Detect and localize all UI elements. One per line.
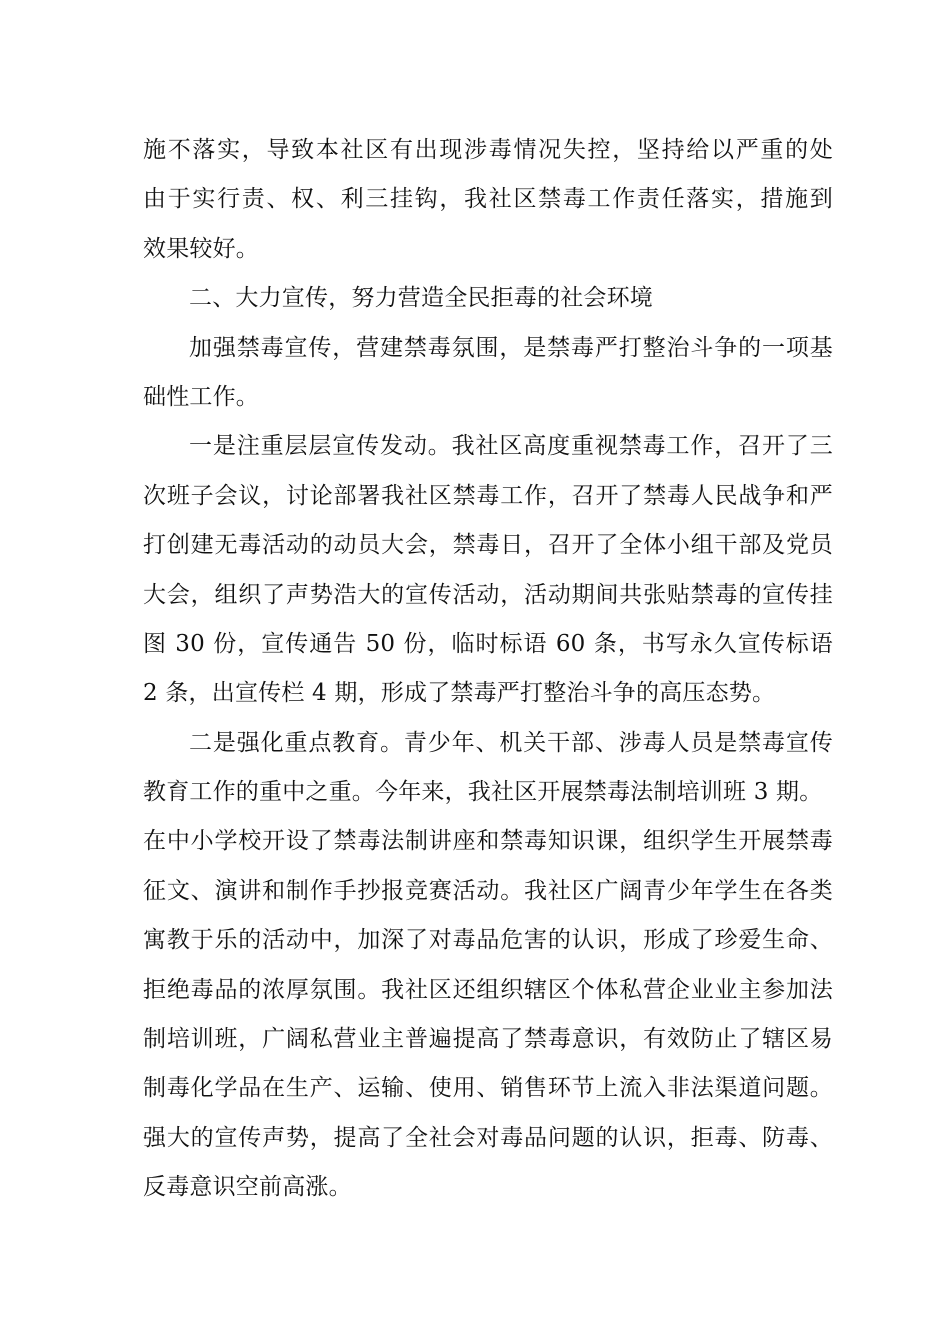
text-line: 一是注重层层宣传发动。我社区高度重视禁毒工作，召开了三 bbox=[189, 433, 833, 460]
text-line: 教育工作的重中之重。今年来，我社区开展禁毒法制培训班 3 期。 bbox=[143, 779, 823, 806]
text-line: 拒绝毒品的浓厚氛围。我社区还组织辖区个体私营企业业主参加法 bbox=[143, 976, 833, 1003]
text-line: 强大的宣传声势，提高了全社会对毒品问题的认识，拒毒、防毒、 bbox=[143, 1124, 833, 1151]
document-body bbox=[143, 126, 833, 1213]
text-line: 在中小学校开设了禁毒法制讲座和禁毒知识课，组织学生开展禁毒 bbox=[143, 828, 833, 855]
text-line: 图 30 份，宣传通告 50 份，临时标语 60 条，书写永久宣传标语 bbox=[143, 630, 833, 657]
text-line: 制毒化学品在生产、运输、使用、销售环节上流入非法渠道问题。 bbox=[143, 1075, 833, 1102]
text-line: 施不落实，导致本社区有出现涉毒情况失控，坚持给以严重的处 bbox=[143, 137, 833, 163]
section-heading: 二、大力宣传，努力营造全民拒毒的社会环境 bbox=[189, 285, 653, 312]
text-line: 础性工作。 bbox=[143, 383, 259, 410]
text-line: 寓教于乐的活动中，加深了对毒品危害的认识，形成了珍爱生命、 bbox=[143, 927, 833, 954]
text-line: 征文、演讲和制作手抄报竞赛活动。我社区广阔青少年学生在各类 bbox=[143, 877, 833, 904]
text-line: 反毒意识空前高涨。 bbox=[143, 1174, 352, 1201]
text-line: 加强禁毒宣传，营建禁毒氛围，是禁毒严打整治斗争的一项基 bbox=[189, 334, 833, 361]
text-line: 打创建无毒活动的动员大会，禁毒日，召开了全体小组干部及党员 bbox=[143, 532, 833, 559]
text-line: 由于实行责、权、利三挂钩，我社区禁毒工作责任落实，措施到 bbox=[143, 186, 833, 213]
text-line: 次班子会议，讨论部署我社区禁毒工作，召开了禁毒人民战争和严 bbox=[143, 482, 833, 509]
text-line: 2 条，出宣传栏 4 期，形成了禁毒严打整治斗争的高压态势。 bbox=[143, 680, 776, 707]
text-line: 制培训班，广阔私营业主普遍提高了禁毒意识，有效防止了辖区易 bbox=[143, 1026, 833, 1053]
text-line: 效果较好。 bbox=[143, 235, 259, 262]
text-line: 大会，组织了声势浩大的宣传活动，活动期间共张贴禁毒的宣传挂 bbox=[143, 581, 833, 608]
text-line: 二是强化重点教育。青少年、机关干部、涉毒人员是禁毒宣传 bbox=[189, 729, 833, 756]
